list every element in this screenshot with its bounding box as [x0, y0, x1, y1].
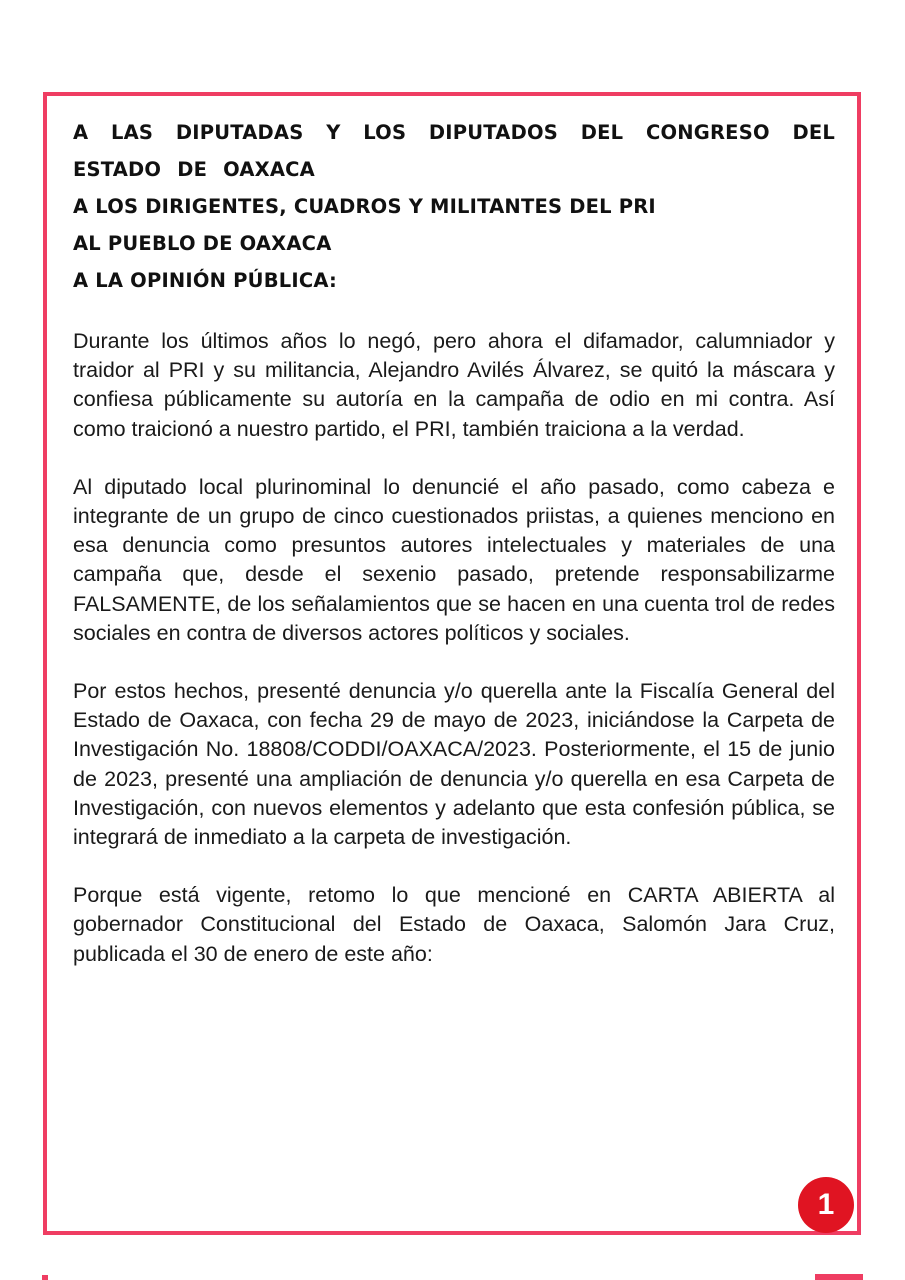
- next-page-frame-edge-left: [42, 1275, 48, 1280]
- paragraph-4: Porque está vigente, retomo lo que mencioné en CARTA ABIERTA al gobernador Constitucional del Estado de Oaxaca, Salomón Jara Cruz, publicada el 30 de enero de este año:: [73, 883, 835, 966]
- heading-pri-members: A LOS DIRIGENTES, CUADROS Y MILITANTES DEL PRI: [73, 195, 656, 218]
- page-number-badge: 1: [798, 1177, 854, 1233]
- paragraph-2: Al diputado local plurinominal lo denuncié el año pasado, como cabeza e integrante de un grupo de cinco cuestionados priistas, a quienes menciono en esa denuncia como presuntos autores intelectuales y materiales de una campaña que, desde el sexenio pasado, pretende responsabilizarme FALSAMENTE, de los señalamientos que se hacen en una cuenta trol de redes sociales en contra de diversos actores políticos y sociales.: [73, 474, 835, 645]
- paragraph-3: Por estos hechos, presenté denuncia y/o querella ante la Fiscalía General del Estado de Oaxaca, con fecha 29 de mayo de 2023, iniciándose la Carpeta de Investigación No. 18808/CODDI/OAXACA/2023. Posteriormente, el 15 de junio de 2023, presenté una ampliación de denuncia y/o querella en esa Carpeta de Investigación, con nuevos elementos y adelanto que esta confesión pública, se integrará de inmediato a la carpeta de investigación.: [73, 679, 835, 850]
- heading-congress: A LAS DIPUTADAS Y LOS DIPUTADOS DEL CONGRESO DEL ESTADO DE OAXACA: [73, 121, 835, 181]
- heading-people-oaxaca: AL PUEBLO DE OAXACA: [73, 232, 332, 255]
- heading-public-opinion: A LA OPINIÓN PÚBLICA:: [73, 269, 338, 292]
- next-page-frame-edge-right: [815, 1274, 863, 1280]
- letter-body: [73, 114, 835, 969]
- paragraph-1: Durante los últimos años lo negó, pero ahora el difamador, calumniador y traidor al PRI y su militancia, Alejandro Avilés Álvarez, se quitó la máscara y confiesa públicamente su autoría en la campaña de odio en mi contra. Así como traicionó a nuestro partido, el PRI, también traiciona a la verdad.: [73, 329, 835, 441]
